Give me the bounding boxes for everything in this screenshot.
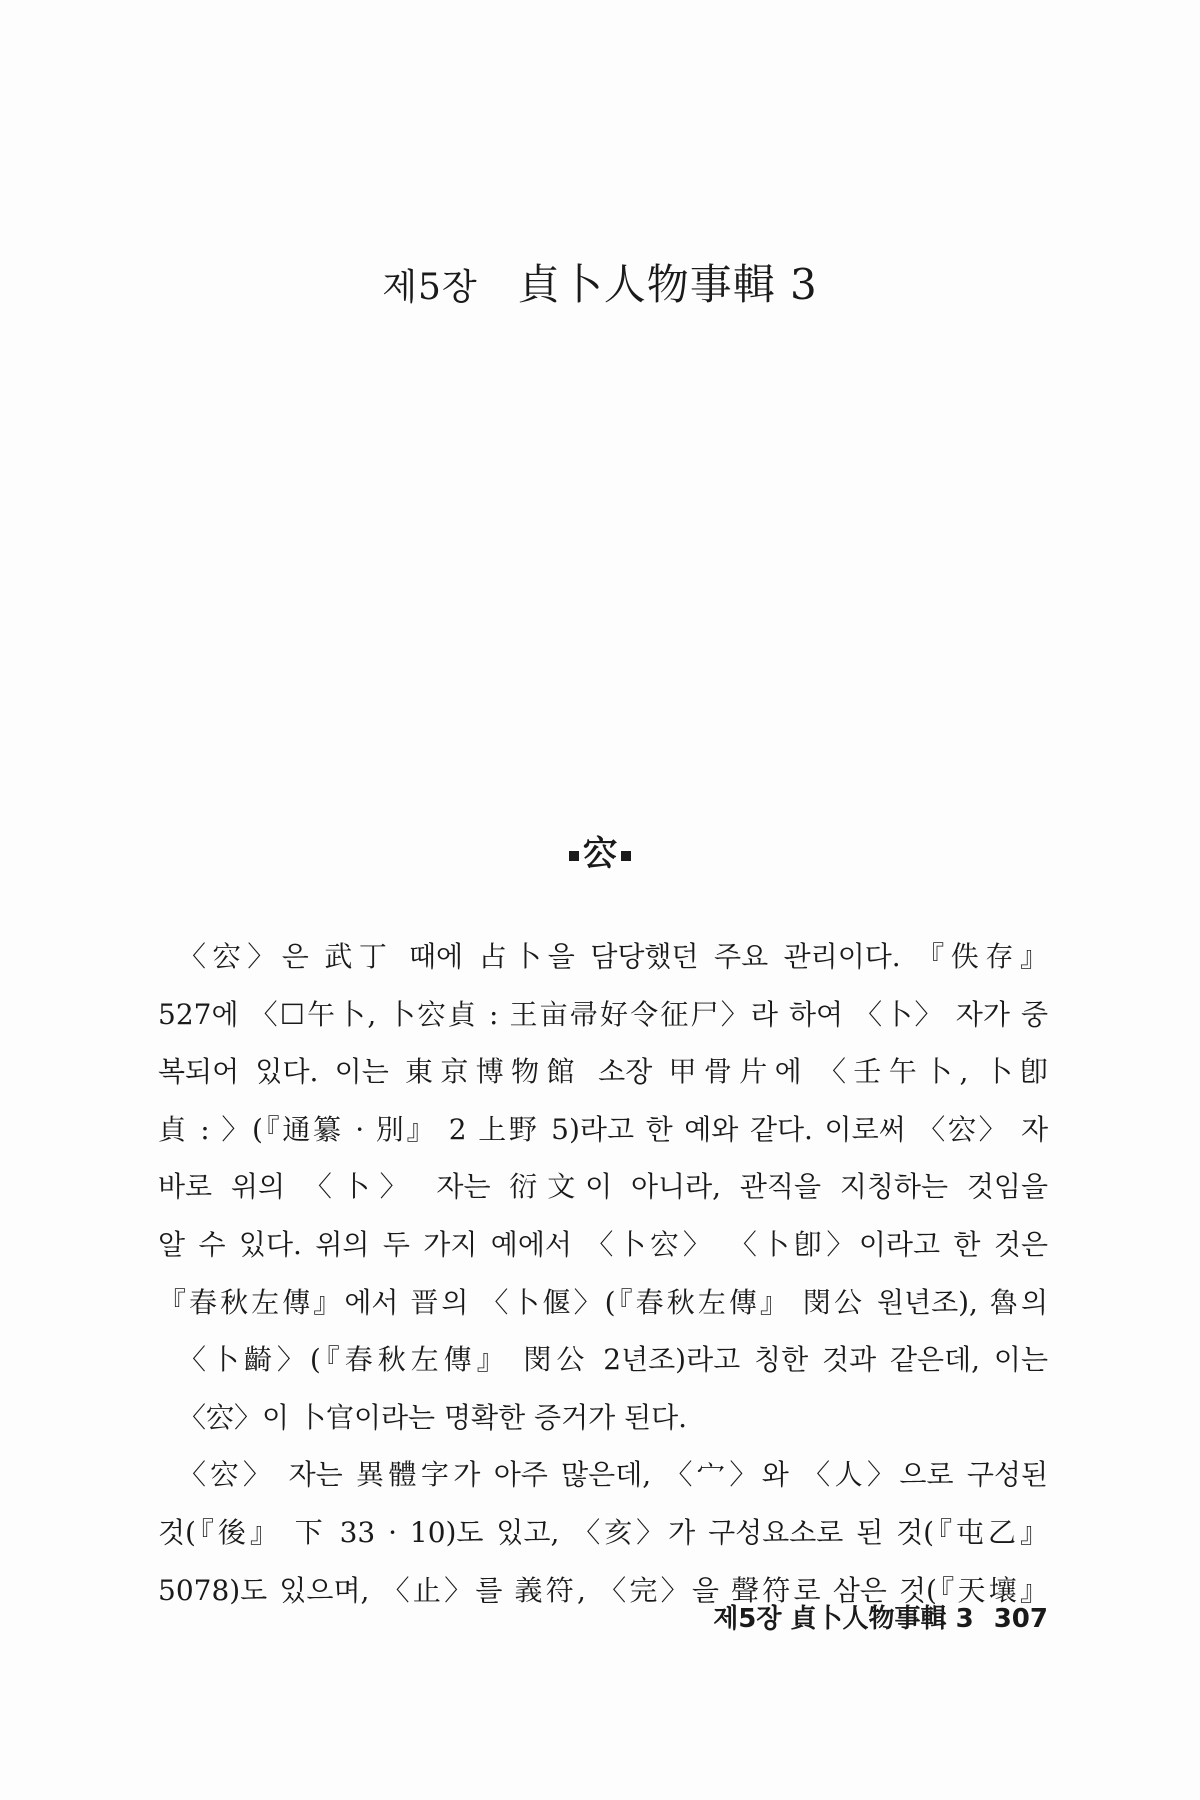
text-line: 복되어 있다. 이는 東京博物館 소장 甲骨片에 〈壬午卜, 卜卽: [158, 1055, 1048, 1089]
text-line: 〈㝐〉이 卜官이라는 명확한 증거가 된다.: [178, 1400, 688, 1434]
text-line: 〈卜齮〉(『春秋左傳』 閔公 2년조)라고 칭한 것과 같은데, 이는: [178, 1343, 1048, 1377]
running-head: 제5장 貞卜人物事輯 3: [713, 1604, 974, 1634]
body-text: [158, 928, 1048, 1619]
text-line: 5078)도 있으며, 〈止〉를 義符, 〈完〉을 聲符로 삼은 것(『天壤』: [158, 1573, 1048, 1607]
text-line: 貞 : 〉(『通纂 · 別』 2 上野 5)라고 한 예와 같다. 이로써 〈㝐〉 자: [158, 1112, 1048, 1146]
page-number: 307: [993, 1604, 1048, 1634]
text-line: 바로 위의 〈卜〉 자는 衍文이 아니라, 관직을 지칭하는 것임을: [158, 1170, 1048, 1204]
page-footer: [158, 1598, 1048, 1635]
chapter-label: 제5장: [382, 267, 478, 308]
text-line: 것(『後』 下 33 · 10)도 있고, 〈亥〉가 구성요소로 된 것(『屯乙』: [158, 1515, 1048, 1549]
text-line: 527에 〈☐午卜, 卜㝐貞 : 王亩帚好令征尸〉라 하여 〈卜〉 자가 중: [158, 997, 1048, 1031]
text-line: 알 수 있다. 위의 두 가지 예에서 〈卜㝐〉 〈卜卽〉이라고 한 것은: [158, 1227, 1048, 1261]
text-line: 『春秋左傳』에서 晋의 〈卜偃〉(『春秋左傳』 閔公 원년조), 魯의: [158, 1285, 1048, 1319]
chapter-title-text: 貞卜人物事輯 3: [517, 260, 818, 309]
section-heading: [0, 826, 1200, 875]
text-line: 〈㝐〉 자는 異體字가 아주 많은데, 〈宀〉와 〈人〉으로 구성된: [178, 1458, 1048, 1492]
square-bullet-icon: [569, 851, 579, 861]
section-heading-text: 㝐: [583, 834, 617, 874]
square-bullet-icon: [621, 851, 631, 861]
chapter-title: [0, 252, 1200, 312]
text-line: 〈㝐〉은 武丁 때에 占卜을 담당했던 주요 관리이다. 『佚存』: [178, 940, 1048, 973]
